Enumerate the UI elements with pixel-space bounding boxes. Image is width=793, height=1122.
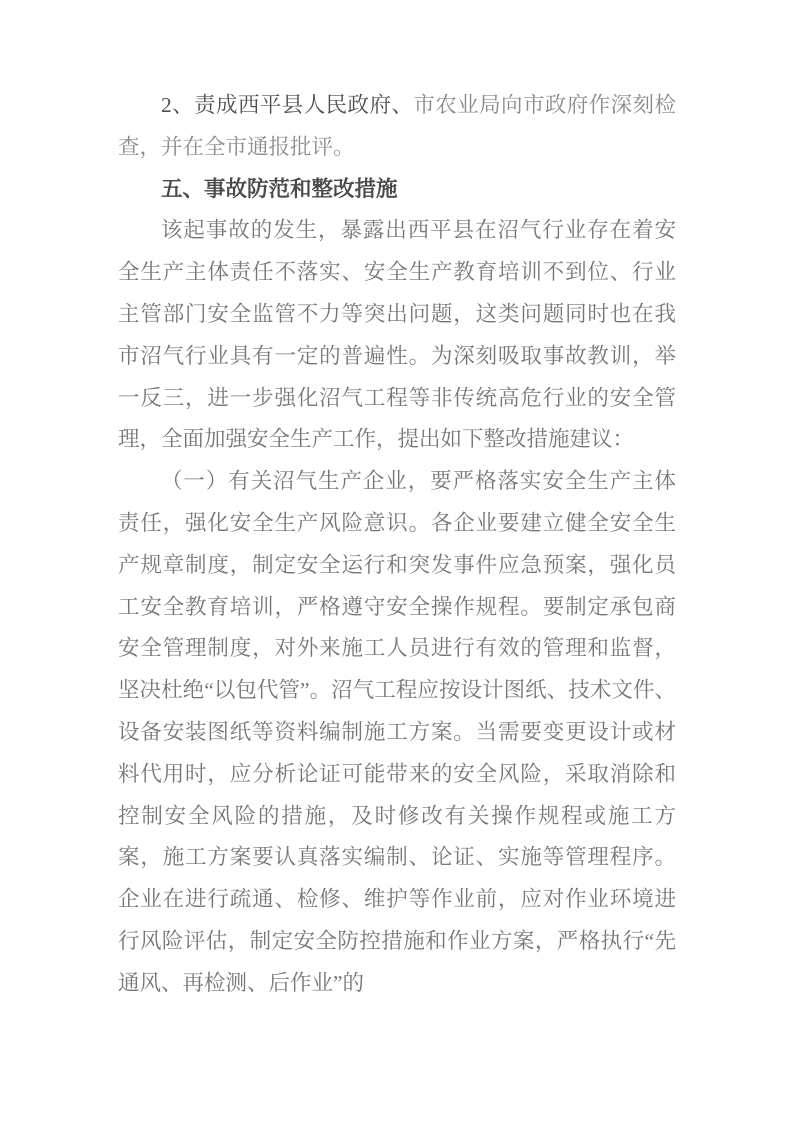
paragraph-disciplinary-action-light-segment: 市农业局向市政府作深刻检查，并在全市通报批评。 bbox=[118, 93, 676, 159]
paragraph-disciplinary-action bbox=[118, 85, 676, 169]
document-body bbox=[118, 85, 676, 1005]
paragraph-problem-overview: 该起事故的发生，暴露出西平县在沼气行业存在着安全生产主体责任不落实、安全生产教育培训不到位、行业主管部门安全监管不力等突出问题，这类问题同时也在我市沼气行业具有一定的普遍性。为深刻吸取事故教训，举一反三，进一步强化沼气工程等非传统高危行业的安全管理，全面加强安全生产工作，提出如下整改措施建议： bbox=[118, 218, 676, 452]
paragraph-measure-one-biogas-enterprises: （一）有关沼气生产企业，要严格落实安全生产主体责任，强化安全生产风险意识。各企业要建立健全安全生产规章制度，制定安全运行和突发事件应急预案，强化员工安全教育培训，严格遵守安全操作规程。要制定承包商安全管理制度，对外来施工人员进行有效的管理和监督，坚决杜绝“以包代管”。沼气工程应按设计图纸、技术文件、设备安装图纸等资料编制施工方案。当需要变更设计或材料代用时，应分析论证可能带来的安全风险，采取消除和控制安全风险的措施，及时修改有关操作规程或施工方案，施工方案要认真落实编制、论证、实施等管理程序。企业在进行疏通、检修、维护等作业前，应对作业环境进行风险评估，制定安全防控措施和作业方案，严格执行“先通风、再检测、后作业”的 bbox=[118, 469, 676, 995]
paragraph-disciplinary-action-dark-segment: 2、责成西平县人民政府、 bbox=[161, 93, 414, 117]
section-heading-prevention-measures: 五、事故防范和整改措施 bbox=[161, 176, 398, 201]
